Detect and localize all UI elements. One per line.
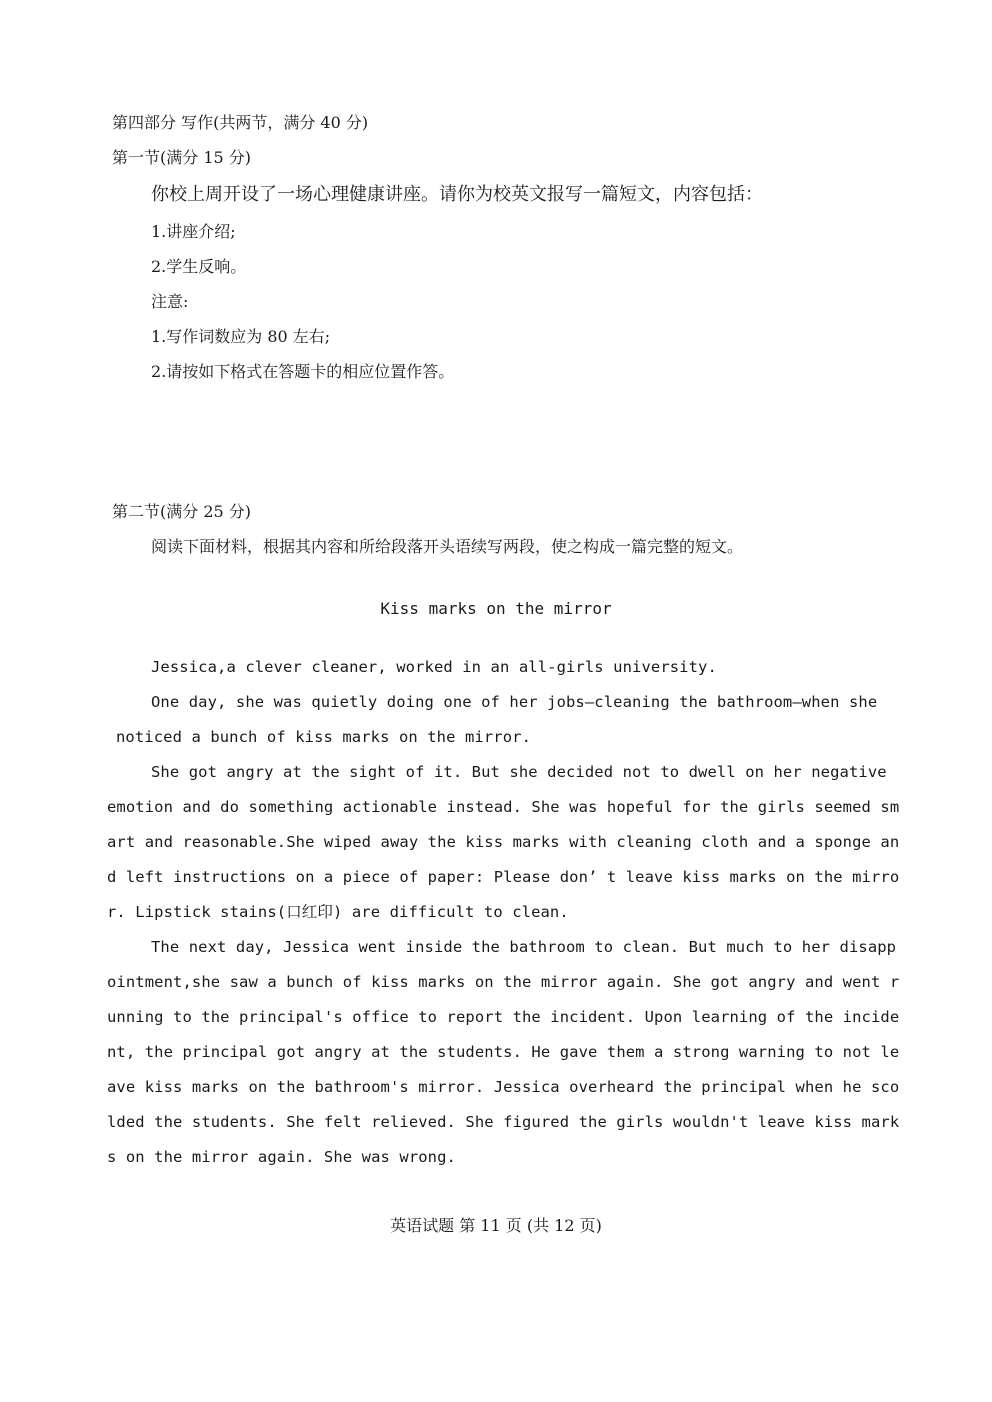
section2-heading: 第二节(满分 25 分) bbox=[112, 502, 252, 521]
story-line: One day, she was quietly doing one of her jobs—cleaning the bathroom—when she bbox=[151, 693, 878, 711]
story-line: lded the students. She felt relieved. She figured the girls wouldn't leave kiss mark bbox=[107, 1113, 900, 1131]
story-line: s on the mirror again. She was wrong. bbox=[107, 1148, 456, 1166]
story-line: Jessica,a clever cleaner, worked in an all-girls university. bbox=[151, 658, 717, 676]
story-title: Kiss marks on the mirror bbox=[380, 599, 612, 618]
section1-heading: 第一节(满分 15 分) bbox=[112, 148, 252, 167]
section1-note-2: 2.请按如下格式在答题卡的相应位置作答。 bbox=[151, 362, 455, 381]
story-line: art and reasonable.She wiped away the kiss marks with cleaning cloth and a sponge an bbox=[107, 833, 900, 851]
story-line: emotion and do something actionable instead. She was hopeful for the girls seemed sm bbox=[107, 798, 900, 816]
section1-note-label: 注意: bbox=[151, 292, 189, 311]
part-heading: 第四部分 写作(共两节，满分 40 分) bbox=[112, 113, 369, 132]
story-line: The next day, Jessica went inside the bathroom to clean. But much to her disapp bbox=[151, 938, 897, 956]
story-line: unning to the principal's office to report the incident. Upon learning of the incide bbox=[107, 1008, 900, 1026]
story-line: d left instructions on a piece of paper: Please don’ t leave kiss marks on the mirro bbox=[107, 868, 900, 886]
story-line: nt, the principal got angry at the students. He gave them a strong warning to not le bbox=[107, 1043, 900, 1061]
story-line: r. Lipstick stains(口红印) are difficult to clean. bbox=[107, 903, 569, 921]
section1-item-2: 2.学生反响。 bbox=[151, 257, 247, 276]
story-line: noticed a bunch of kiss marks on the mirror. bbox=[116, 728, 531, 746]
story-line: ointment,she saw a bunch of kiss marks on the mirror again. She got angry and went r bbox=[107, 973, 900, 991]
section1-item-1: 1.讲座介绍; bbox=[151, 222, 236, 241]
section2-instruction: 阅读下面材料，根据其内容和所给段落开头语续写两段，使之构成一篇完整的短文。 bbox=[151, 537, 744, 556]
section1-note-1: 1.写作词数应为 80 左右; bbox=[151, 327, 331, 346]
section1-prompt: 你校上周开设了一场心理健康讲座。请你为校英文报写一篇短文，内容包括： bbox=[151, 184, 763, 205]
page-footer: 英语试题 第 11 页 (共 12 页) bbox=[390, 1216, 602, 1235]
story-line: ave kiss marks on the bathroom's mirror. Jessica overheard the principal when he sco bbox=[107, 1078, 900, 1096]
story-line: She got angry at the sight of it. But she decided not to dwell on her negative bbox=[151, 763, 887, 781]
